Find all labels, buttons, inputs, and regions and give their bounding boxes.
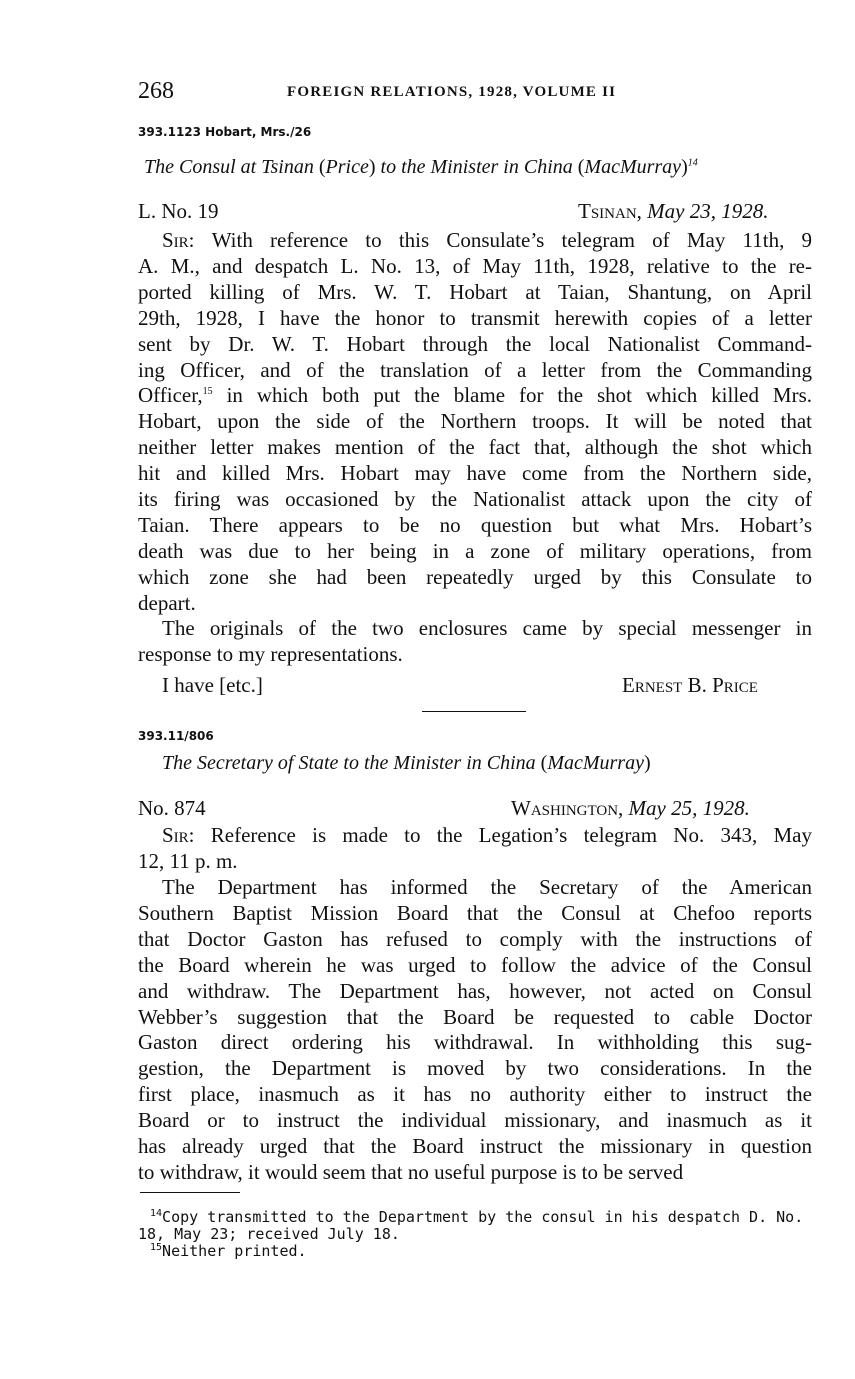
doc2-number: No. 874 [138,796,206,820]
doc1-dateline [578,199,769,224]
text-line: The Department has informed the Secretary of the American [162,875,812,899]
text-line: and withdraw. The Department has, however, not acted on Consul [138,978,812,1003]
doc1-heading: The Consul at Tsinan (Price) to the Minister in China (MacMurray)$^{14}$ [144,156,698,178]
footnote-14 [150,1208,810,1226]
doc2-place: Washington, [511,796,624,820]
doc2-heading-macmurray: MacMurray [547,752,644,774]
text-line: Hobart, upon the side of the Northern troops. It will be noted that [138,409,812,434]
text-line: response to my representations. [138,642,403,666]
doc1-heading-price: Price [325,156,369,178]
text-line: hit and killed Mrs. Hobart may have come from the Northern side, [138,461,812,486]
text-line: Board or to instruct the individual missionary, and inasmuch as it [138,1108,812,1133]
page-number: 268 [138,78,174,104]
doc1-heading-part: The Consul at Tsinan [144,156,319,178]
doc1-number: L. No. 19 [138,199,219,223]
doc1-heading-macmurray: MacMurray [584,156,682,178]
text-line: the Board wherein he was urged to follow the advice of the Consul [138,952,812,977]
text-line: depart. [138,590,196,615]
text-line: which zone she had been repeatedly urged by this Consulate to [138,564,812,589]
text-line: A. M., and despatch L. No. 13, of May 11th, 1928, relative to the re- [138,253,812,278]
text-line: has already urged that the Board instruct the missionary in question [138,1134,812,1158]
text-line: gestion, the Department is moved by two considerations. In the [138,1056,812,1081]
text-line: sent by Dr. W. T. Hobart through the local Nationalist Command- [138,331,812,356]
doc2-file-number: 393.11/806 [138,729,214,743]
footnote-14-line-1: Copy transmitted to the Department by the consul in his despatch D. No. [162,1208,804,1226]
footnote-rule [140,1192,240,1193]
doc2-dateline [511,796,750,821]
text-line: first place, inasmuch as it has no authority either to instruct the [138,1082,812,1107]
footnote-15 [150,1242,307,1260]
text-line: The originals of the two enclosures came by special messenger in [162,616,812,640]
doc1-signature: Ernest B. Price [622,673,758,697]
text-line: Sir: With reference to this Consulate’s telegram of May 11th, 9 [162,228,813,252]
doc1-date: May 23, 1928. [647,199,769,223]
doc1-place: Tsinan, [578,199,642,223]
text-line: to withdraw, it would seem that no useful purpose is to be served [138,1159,684,1184]
text-line: that Doctor Gaston has refused to comply with the instructions of [138,926,812,951]
running-title: FOREIGN RELATIONS, 1928, VOLUME II [287,84,617,100]
footnote-mark-15: 15 [150,1242,163,1253]
salutation: Sir: [162,823,211,847]
doc1-heading-part2: to the Minister in China [375,156,578,178]
text-line: Gaston direct ordering his withdrawal. In withholding this sug- [138,1030,812,1055]
text-line: 12, 11 p. m. [138,849,238,873]
text-line: Webber’s suggestion that the Board be requested to cable Doctor [138,1004,812,1029]
text-line: death was due to her being in a zone of military operations, from [138,538,812,563]
footnote-ref-14: 14 [687,157,698,169]
footnote-15-text: Neither printed. [162,1242,307,1260]
text-line: neither letter makes mention of the fact that, although the shot which [138,435,812,460]
footnote-mark-14: 14 [150,1208,163,1219]
footnote-ref-15: 15 [202,386,213,398]
salutation: Sir: [162,228,212,252]
text-line: ing Officer, and of the translation of a letter from the Commanding [138,357,812,382]
text-line: Sir: Reference is made to the Legation’s telegram No. 343, May [162,823,812,847]
doc1-file-number: 393.1123 Hobart, Mrs./26 [138,125,312,139]
doc2-date: May 25, 1928. [628,796,750,820]
text-line: Officer,$^{15}$ in which both put the blame for the shot which killed Mrs. [138,383,812,408]
text-line: 29th, 1928, I have the honor to transmit herewith copies of a letter [138,305,812,330]
doc2-heading: The Secretary of State to the Minister in China (MacMurray) [162,752,651,774]
footnote-14-cont: 18, May 23; received July 18. [138,1225,400,1243]
text-line: ported killing of Mrs. W. T. Hobart at Taian, Shantung, on April [138,279,812,304]
text-line: Taian. There appears to be no question but what Mrs. Hobart’s [138,512,812,537]
doc1-closing: I have [etc.] [162,673,263,697]
text-line: Southern Baptist Mission Board that the Consul at Chefoo reports [138,900,812,925]
text-line: its firing was occasioned by the Nationalist attack upon the city of [138,487,812,511]
doc2-heading-part: The Secretary of State to the Minister in China [162,752,541,774]
section-divider [422,711,526,712]
